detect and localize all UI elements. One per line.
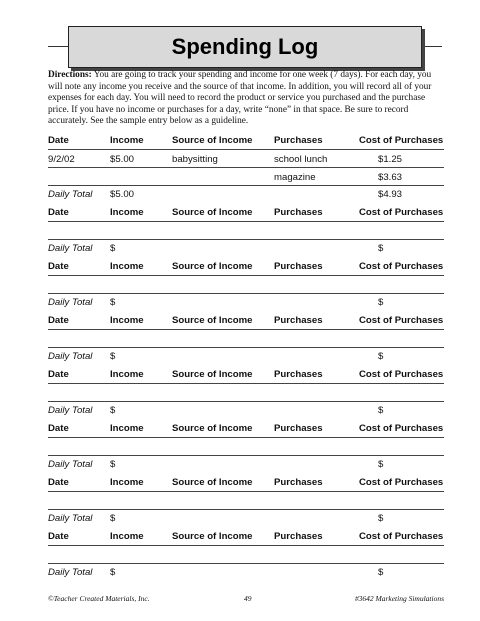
header-cost: Cost of Purchases (359, 315, 444, 326)
daily-total-cost: $ (378, 243, 384, 254)
header-date: Date (48, 135, 69, 146)
sample-purchase-2: magazine (274, 172, 316, 183)
footer-copyright: ©Teacher Created Materials, Inc. (48, 594, 150, 603)
footer-product-code: #3642 Marketing Simulations (354, 594, 444, 603)
divider (48, 491, 444, 492)
divider (48, 221, 444, 222)
header-date: Date (48, 207, 69, 218)
daily-total-row (48, 405, 444, 421)
divider (48, 293, 444, 294)
header-cost: Cost of Purchases (359, 207, 444, 218)
footer-page-number: 49 (244, 594, 252, 603)
header-income: Income (110, 135, 144, 146)
daily-total-cost: $ (378, 351, 384, 362)
daily-total-label: Daily Total (48, 567, 93, 578)
daily-total-label: Daily Total (48, 405, 93, 416)
header-cost: Cost of Purchases (359, 261, 444, 272)
page-title: Spending Log (171, 34, 319, 59)
daily-total-cost: $ (378, 513, 384, 524)
divider (48, 437, 444, 438)
header-source: Source of Income (172, 261, 253, 272)
daily-total-label: Daily Total (48, 459, 93, 470)
daily-total-income: $ (110, 567, 116, 578)
header-purchases: Purchases (274, 207, 323, 218)
header-date: Date (48, 477, 69, 488)
header-cost: Cost of Purchases (359, 477, 444, 488)
divider (48, 167, 444, 168)
header-date: Date (48, 315, 69, 326)
divider (48, 545, 444, 546)
sample-date: 9/2/02 (48, 154, 75, 165)
header-purchases: Purchases (274, 261, 323, 272)
daily-total-income: $ (110, 351, 116, 362)
header-source: Source of Income (172, 369, 253, 380)
daily-total-cost: $ (378, 459, 384, 470)
sample-income: $5.00 (110, 154, 135, 165)
header-income: Income (110, 369, 144, 380)
header-date: Date (48, 423, 69, 434)
directions (48, 70, 446, 128)
header-income: Income (110, 477, 144, 488)
directions-text: You are going to track your spending and income for one week (7 days). For each day, you will note any income you receive and the source of that income. In addition, you will record all of your expenses for each day. You will need to record the product or service you purchased and the purchase price. If you have no income or purchases for a day, write “none” in that space. Be sure to record accurately. See the sample entry below as a guideline. (48, 70, 432, 126)
divider (48, 239, 444, 240)
sample-source: babysitting (172, 154, 218, 165)
daily-total-cost: $ (378, 297, 384, 308)
daily-total-label: Daily Total (48, 297, 93, 308)
header-date: Date (48, 531, 69, 542)
header-income: Income (110, 531, 144, 542)
header-purchases: Purchases (274, 369, 323, 380)
daily-total-income: $ (110, 405, 116, 416)
daily-total-label: Daily Total (48, 189, 93, 200)
divider (48, 275, 444, 276)
divider (48, 329, 444, 330)
divider (48, 509, 444, 510)
daily-total-label: Daily Total (48, 243, 93, 254)
daily-total-row (48, 243, 444, 259)
header-purchases: Purchases (274, 315, 323, 326)
header-date: Date (48, 261, 69, 272)
sample-total-income: $5.00 (110, 189, 135, 200)
header-date: Date (48, 369, 69, 380)
daily-total-row (48, 297, 444, 313)
header-source: Source of Income (172, 315, 253, 326)
header-purchases: Purchases (274, 531, 323, 542)
divider (48, 563, 444, 564)
header-purchases: Purchases (274, 135, 323, 146)
daily-total-income: $ (110, 459, 116, 470)
daily-total-row (48, 351, 444, 367)
page-footer (48, 594, 444, 606)
header-source: Source of Income (172, 207, 253, 218)
sample-total-cost: $4.93 (378, 189, 403, 200)
divider (48, 149, 444, 150)
daily-total-label: Daily Total (48, 513, 93, 524)
daily-total-cost: $ (378, 405, 384, 416)
header-cost: Cost of Purchases (359, 423, 444, 434)
daily-total-label: Daily Total (48, 351, 93, 362)
divider (48, 185, 444, 186)
header-cost: Cost of Purchases (359, 531, 444, 542)
divider (48, 401, 444, 402)
header-source: Source of Income (172, 135, 253, 146)
sample-daily-total-row (48, 189, 444, 205)
header-cost: Cost of Purchases (359, 369, 444, 380)
daily-total-income: $ (110, 243, 116, 254)
daily-total-row (48, 567, 444, 583)
directions-label: Directions: (48, 70, 92, 80)
sample-purchase-1: school lunch (274, 154, 328, 165)
header-purchases: Purchases (274, 423, 323, 434)
divider (48, 347, 444, 348)
title-box (68, 26, 422, 68)
header-cost: Cost of Purchases (359, 135, 444, 146)
daily-total-row (48, 459, 444, 475)
header-purchases: Purchases (274, 477, 323, 488)
divider (48, 455, 444, 456)
daily-total-income: $ (110, 297, 116, 308)
header-source: Source of Income (172, 423, 253, 434)
daily-total-cost: $ (378, 567, 384, 578)
daily-total-row (48, 513, 444, 529)
daily-total-income: $ (110, 513, 116, 524)
header-income: Income (110, 423, 144, 434)
header-income: Income (110, 261, 144, 272)
sample-cost-2: $3.63 (378, 172, 403, 183)
header-income: Income (110, 207, 144, 218)
header-source: Source of Income (172, 531, 253, 542)
header-source: Source of Income (172, 477, 253, 488)
header-income: Income (110, 315, 144, 326)
sample-cost-1: $1.25 (378, 154, 403, 165)
divider (48, 383, 444, 384)
